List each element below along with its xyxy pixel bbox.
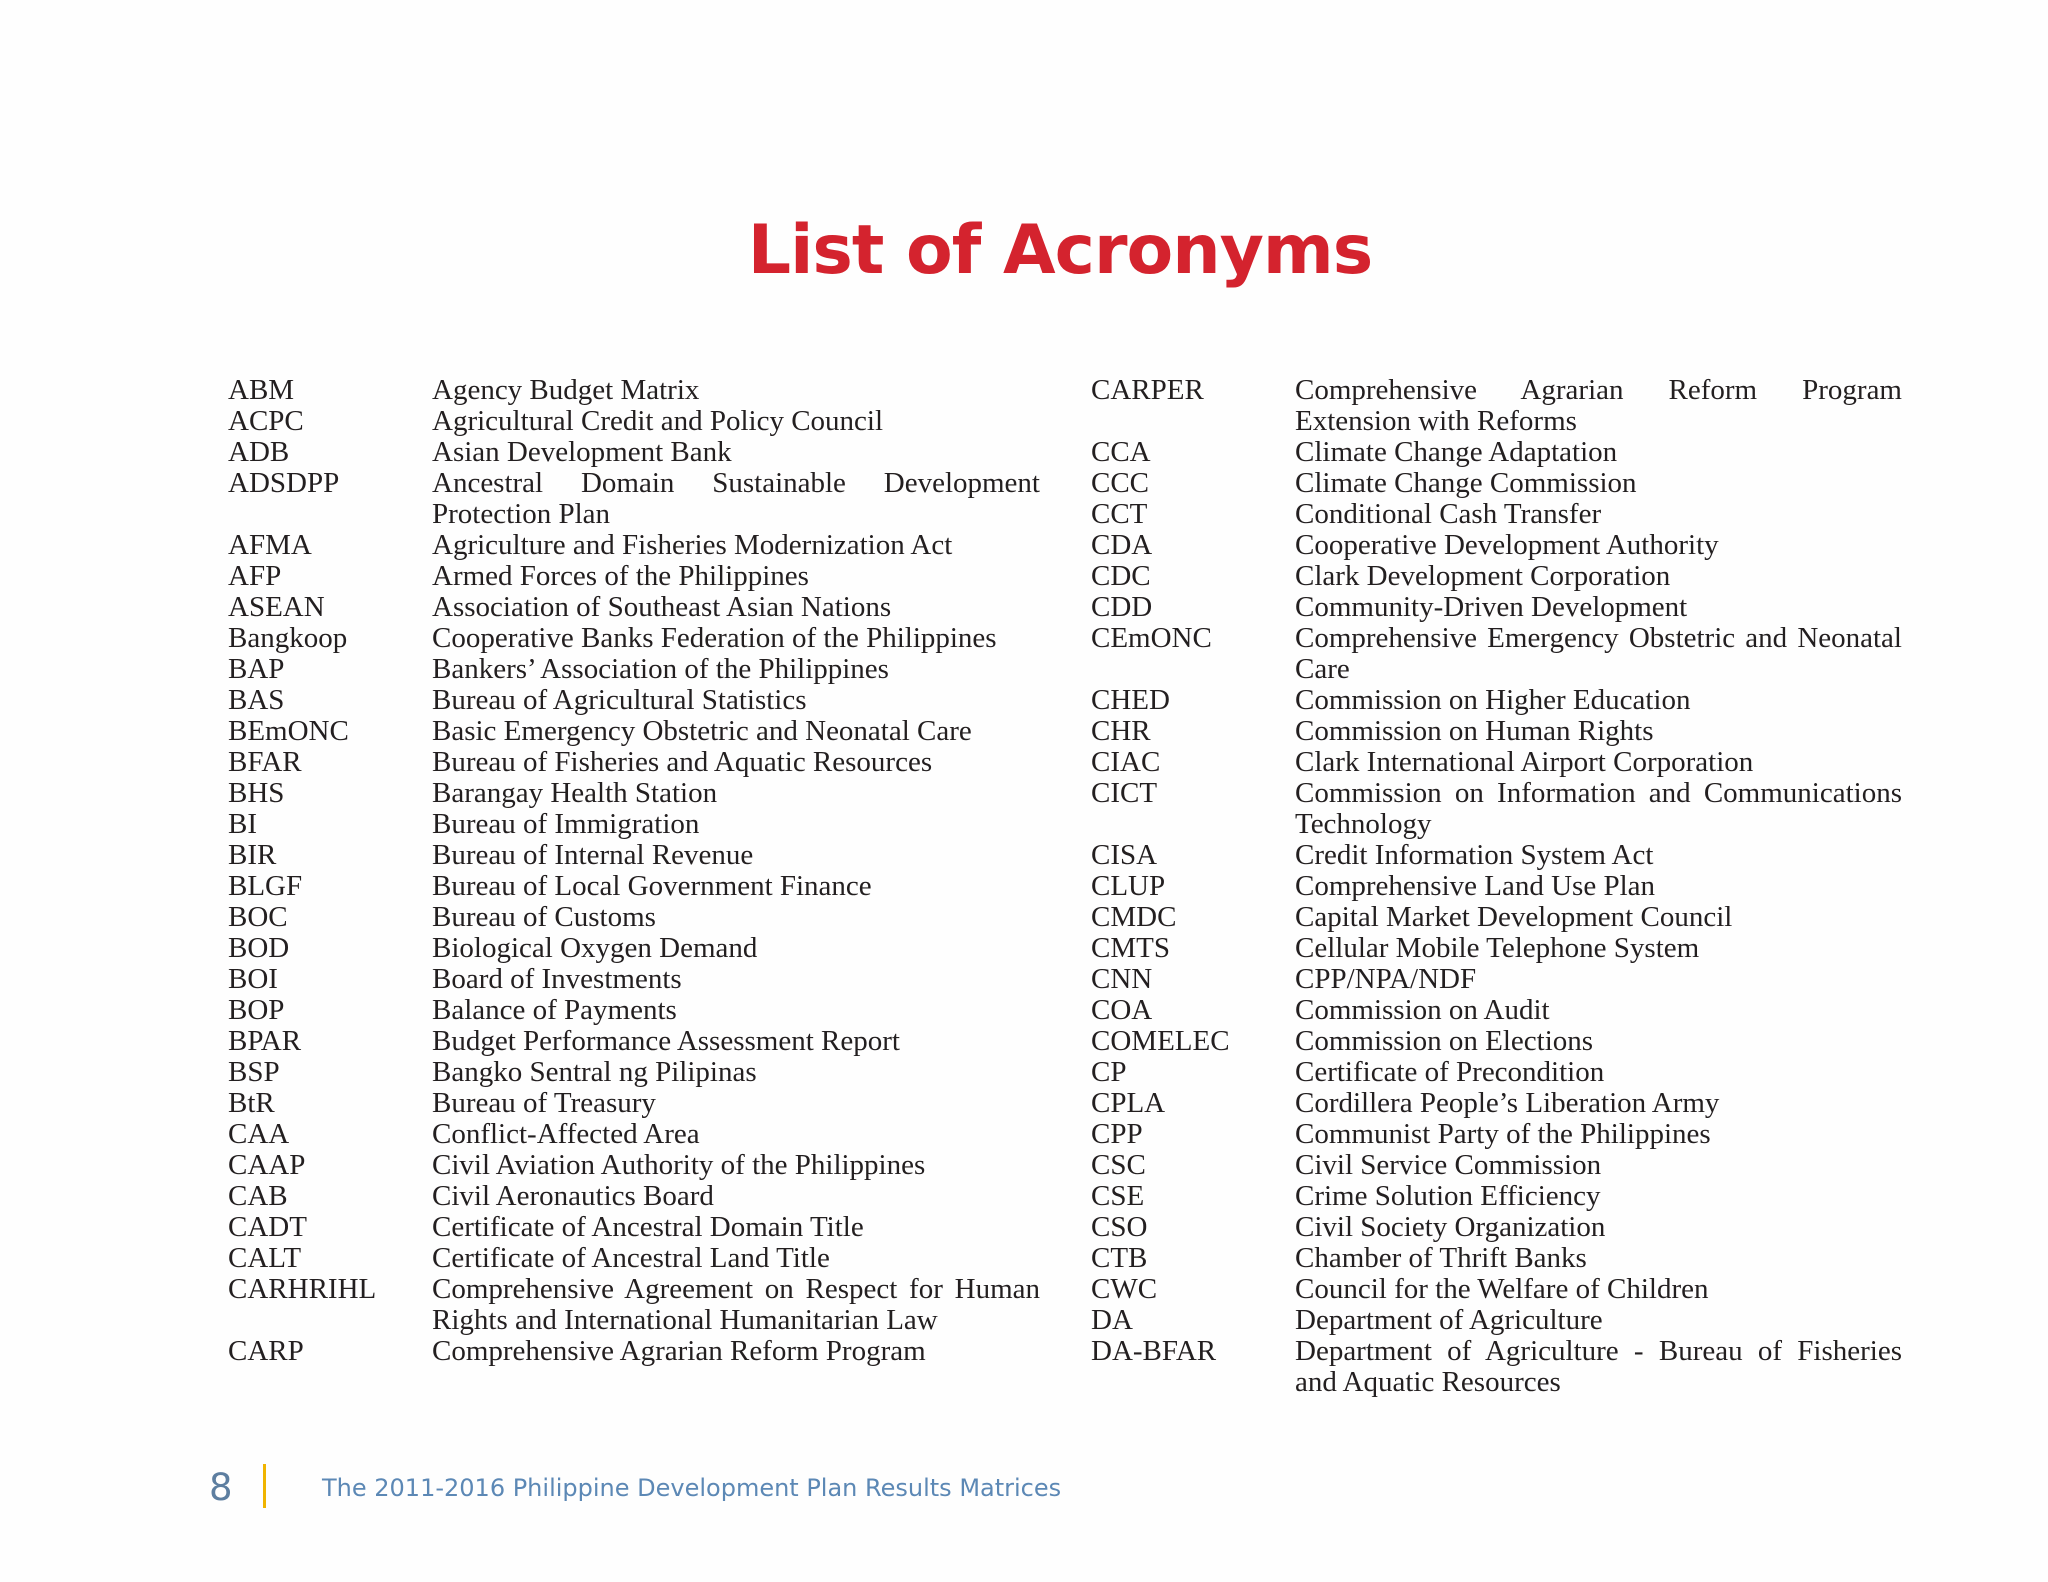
- acronym-entry: [228, 902, 1040, 933]
- acronym-abbreviation: DA: [1091, 1304, 1133, 1336]
- acronym-definition: Chamber of Thrift Banks: [1295, 1242, 1587, 1274]
- acronym-definition: Commission on Higher Education: [1295, 684, 1691, 716]
- acronym-definition: Bureau of Immigration: [432, 808, 700, 840]
- acronym-entry: [1091, 1088, 1902, 1119]
- acronym-definition: Commission on Elections: [1295, 1025, 1594, 1057]
- acronym-entry: [228, 561, 1040, 592]
- acronym-entry: [228, 1274, 1040, 1336]
- acronym-abbreviation: COMELEC: [1091, 1025, 1230, 1057]
- acronym-entry: [228, 840, 1040, 871]
- acronym-definition: Bureau of Agricultural Statistics: [432, 684, 807, 716]
- acronym-abbreviation: ADSDPP: [228, 467, 340, 499]
- acronym-abbreviation: CCC: [1091, 467, 1150, 499]
- acronym-abbreviation: BOC: [228, 901, 288, 933]
- acronym-abbreviation: CPP: [1091, 1118, 1143, 1150]
- acronym-definition: Commission on Human Rights: [1295, 715, 1654, 747]
- acronym-abbreviation: ACPC: [228, 405, 304, 437]
- acronym-definition: Asian Development Bank: [432, 436, 732, 468]
- page-title: List of Acronyms: [747, 211, 1373, 290]
- acronym-entry: [228, 1150, 1040, 1181]
- acronym-abbreviation: CAA: [228, 1118, 290, 1150]
- acronym-definition: Clark International Airport Corporation: [1295, 746, 1754, 778]
- acronym-abbreviation: CEmONC: [1091, 622, 1212, 654]
- acronym-definition: CPP/NPA/NDF: [1295, 963, 1477, 995]
- acronym-abbreviation: CTB: [1091, 1242, 1148, 1274]
- acronym-entry: [1091, 933, 1902, 964]
- page-number: 8: [209, 1466, 233, 1509]
- acronym-abbreviation: CSE: [1091, 1180, 1145, 1212]
- acronym-abbreviation: BOD: [228, 932, 290, 964]
- acronym-definition: Conditional Cash Transfer: [1295, 498, 1602, 530]
- acronym-entry: [228, 1088, 1040, 1119]
- acronym-entry: [228, 654, 1040, 685]
- acronym-entry: [228, 1336, 1040, 1367]
- acronym-definition: Comprehensive Emergency Obstetric and Neonatal Care: [1295, 622, 1902, 685]
- acronym-abbreviation: CP: [1091, 1056, 1127, 1088]
- acronym-definition: Cordillera People’s Liberation Army: [1295, 1087, 1720, 1119]
- acronym-definition: Certificate of Precondition: [1295, 1056, 1605, 1088]
- acronym-abbreviation: BPAR: [228, 1025, 302, 1057]
- acronym-abbreviation: CARPER: [1091, 374, 1204, 406]
- acronym-definition: Certificate of Ancestral Domain Title: [432, 1211, 864, 1243]
- acronym-definition: Crime Solution Efficiency: [1295, 1180, 1601, 1212]
- acronym-entry: [1091, 1212, 1902, 1243]
- acronym-abbreviation: CMTS: [1091, 932, 1170, 964]
- acronym-abbreviation: ASEAN: [228, 591, 325, 623]
- acronym-abbreviation: CIAC: [1091, 746, 1161, 778]
- acronym-entry: [1091, 623, 1902, 685]
- acronym-definition: Biological Oxygen Demand: [432, 932, 758, 964]
- acronym-abbreviation: BOI: [228, 963, 278, 995]
- acronym-definition: Civil Aviation Authority of the Philippines: [432, 1149, 926, 1181]
- acronym-definition: Balance of Payments: [432, 994, 677, 1026]
- acronym-abbreviation: CHR: [1091, 715, 1151, 747]
- acronym-entry: [228, 375, 1040, 406]
- acronym-abbreviation: CDA: [1091, 529, 1153, 561]
- acronym-definition: Department of Agriculture - Bureau of Fisheries and Aquatic Resources: [1295, 1335, 1902, 1398]
- acronym-entry: [1091, 871, 1902, 902]
- acronym-entry: [1091, 995, 1902, 1026]
- acronym-definition: Bureau of Local Government Finance: [432, 870, 872, 902]
- acronym-abbreviation: BAS: [228, 684, 285, 716]
- acronym-definition: Cooperative Banks Federation of the Philippines: [432, 622, 997, 654]
- acronym-abbreviation: BHS: [228, 777, 285, 809]
- acronym-definition: Budget Performance Assessment Report: [432, 1025, 900, 1057]
- acronym-definition: Communist Party of the Philippines: [1295, 1118, 1711, 1150]
- acronym-entry: [228, 809, 1040, 840]
- acronym-abbreviation: CARP: [228, 1335, 304, 1367]
- acronym-abbreviation: CADT: [228, 1211, 307, 1243]
- acronym-abbreviation: CLUP: [1091, 870, 1166, 902]
- acronym-abbreviation: BFAR: [228, 746, 302, 778]
- acronym-abbreviation: COA: [1091, 994, 1153, 1026]
- acronym-abbreviation: BEmONC: [228, 715, 349, 747]
- acronym-definition: Department of Agriculture: [1295, 1304, 1603, 1336]
- acronym-entry: [1091, 561, 1902, 592]
- acronym-definition: Clark Development Corporation: [1295, 560, 1671, 592]
- acronym-abbreviation: BAP: [228, 653, 285, 685]
- acronym-definition: Bureau of Fisheries and Aquatic Resources: [432, 746, 933, 778]
- acronym-entry: [1091, 1274, 1902, 1305]
- acronym-abbreviation: CCA: [1091, 436, 1151, 468]
- acronym-entry: [228, 1181, 1040, 1212]
- acronym-abbreviation: CICT: [1091, 777, 1158, 809]
- acronym-definition: Civil Society Organization: [1295, 1211, 1606, 1243]
- acronym-entry: [228, 592, 1040, 623]
- acronym-definition: Council for the Welfare of Children: [1295, 1273, 1709, 1305]
- acronym-entry: [228, 995, 1040, 1026]
- acronym-entry: [1091, 1150, 1902, 1181]
- acronym-abbreviation: CPLA: [1091, 1087, 1166, 1119]
- acronym-entry: [1091, 1057, 1902, 1088]
- acronym-entry: [1091, 1026, 1902, 1057]
- acronym-definition: Comprehensive Land Use Plan: [1295, 870, 1656, 902]
- acronym-abbreviation: BSP: [228, 1056, 280, 1088]
- acronym-abbreviation: CDC: [1091, 560, 1151, 592]
- acronym-abbreviation: BI: [228, 808, 257, 840]
- publication-title: The 2011-2016 Philippine Development Plan Results Matrices: [322, 1474, 1062, 1502]
- acronym-entry: [1091, 1305, 1902, 1336]
- acronym-abbreviation: CISA: [1091, 839, 1158, 871]
- acronym-entry: [228, 530, 1040, 561]
- acronym-definition: Comprehensive Agreement on Respect for Human Rights and International Humanitarian Law: [432, 1273, 1040, 1336]
- acronym-entry: [228, 1119, 1040, 1150]
- acronym-entry: [1091, 1181, 1902, 1212]
- acronym-definition: Community-Driven Development: [1295, 591, 1688, 623]
- acronym-abbreviation: CSO: [1091, 1211, 1148, 1243]
- acronym-entry: [1091, 437, 1902, 468]
- acronym-entry: [1091, 840, 1902, 871]
- acronym-entry: [228, 964, 1040, 995]
- acronym-entry: [1091, 375, 1902, 437]
- acronym-entry: [228, 1243, 1040, 1274]
- acronym-definition: Barangay Health Station: [432, 777, 718, 809]
- acronym-list-right: [1091, 375, 1902, 1398]
- acronym-entry: [1091, 716, 1902, 747]
- acronym-abbreviation: CHED: [1091, 684, 1170, 716]
- acronym-definition: Civil Service Commission: [1295, 1149, 1602, 1181]
- acronym-definition: Climate Change Adaptation: [1295, 436, 1618, 468]
- acronym-definition: Climate Change Commission: [1295, 467, 1637, 499]
- acronym-definition: Bureau of Internal Revenue: [432, 839, 754, 871]
- acronym-entry: [228, 1026, 1040, 1057]
- acronym-entry: [228, 468, 1040, 530]
- acronym-entry: [1091, 902, 1902, 933]
- acronym-abbreviation: DA-BFAR: [1091, 1335, 1217, 1367]
- acronym-definition: Conflict-Affected Area: [432, 1118, 700, 1150]
- acronym-definition: Credit Information System Act: [1295, 839, 1654, 871]
- acronym-definition: Capital Market Development Council: [1295, 901, 1733, 933]
- acronym-entry: [228, 716, 1040, 747]
- acronym-entry: [1091, 1243, 1902, 1274]
- acronym-entry: [1091, 964, 1902, 995]
- acronym-definition: Commission on Information and Communications Technology: [1295, 777, 1902, 840]
- acronym-abbreviation: CAB: [228, 1180, 288, 1212]
- acronym-definition: Comprehensive Agrarian Reform Program Extension with Reforms: [1295, 374, 1902, 437]
- acronym-abbreviation: CNN: [1091, 963, 1153, 995]
- acronym-entry: [228, 871, 1040, 902]
- acronym-definition: Board of Investments: [432, 963, 682, 995]
- acronym-abbreviation: CWC: [1091, 1273, 1158, 1305]
- acronym-entry: [1091, 499, 1902, 530]
- page-footer: [0, 1464, 1200, 1514]
- acronym-entry: [1091, 592, 1902, 623]
- footer-divider: [263, 1464, 266, 1508]
- acronym-entry: [1091, 685, 1902, 716]
- acronym-definition: Agriculture and Fisheries Modernization Act: [432, 529, 953, 561]
- acronym-abbreviation: BLGF: [228, 870, 303, 902]
- acronym-abbreviation: ABM: [228, 374, 295, 406]
- acronym-definition: Bureau of Treasury: [432, 1087, 656, 1119]
- acronym-entry: [1091, 1119, 1902, 1150]
- acronym-abbreviation: CDD: [1091, 591, 1153, 623]
- acronym-list-left: [228, 375, 1040, 1367]
- acronym-abbreviation: AFMA: [228, 529, 312, 561]
- acronym-abbreviation: AFP: [228, 560, 282, 592]
- acronym-entry: [1091, 747, 1902, 778]
- acronym-entry: [228, 685, 1040, 716]
- acronym-entry: [228, 747, 1040, 778]
- acronym-abbreviation: CALT: [228, 1242, 302, 1274]
- acronym-abbreviation: BtR: [228, 1087, 275, 1119]
- acronym-entry: [228, 778, 1040, 809]
- acronym-entry: [228, 933, 1040, 964]
- acronym-definition: Certificate of Ancestral Land Title: [432, 1242, 830, 1274]
- acronym-entry: [1091, 468, 1902, 499]
- acronym-abbreviation: CCT: [1091, 498, 1148, 530]
- acronym-entry: [228, 1057, 1040, 1088]
- acronym-entry: [228, 437, 1040, 468]
- acronym-definition: Agency Budget Matrix: [432, 374, 700, 406]
- acronym-abbreviation: Bangkoop: [228, 622, 348, 654]
- acronym-definition: Cellular Mobile Telephone System: [1295, 932, 1700, 964]
- acronym-definition: Armed Forces of the Philippines: [432, 560, 809, 592]
- acronym-definition: Commission on Audit: [1295, 994, 1550, 1026]
- acronym-abbreviation: BOP: [228, 994, 285, 1026]
- acronym-abbreviation: CSC: [1091, 1149, 1146, 1181]
- acronym-definition: Ancestral Domain Sustainable Development Protection Plan: [432, 467, 1040, 530]
- acronym-entry: [228, 406, 1040, 437]
- acronym-definition: Bangko Sentral ng Pilipinas: [432, 1056, 757, 1088]
- acronym-definition: Civil Aeronautics Board: [432, 1180, 714, 1212]
- acronym-entry: [1091, 778, 1902, 840]
- acronym-definition: Association of Southeast Asian Nations: [432, 591, 892, 623]
- acronym-definition: Bureau of Customs: [432, 901, 656, 933]
- acronym-entry: [1091, 1336, 1902, 1398]
- acronym-definition: Bankers’ Association of the Philippines: [432, 653, 889, 685]
- acronym-entry: [228, 1212, 1040, 1243]
- acronym-definition: Comprehensive Agrarian Reform Program: [432, 1335, 926, 1367]
- acronym-abbreviation: CMDC: [1091, 901, 1177, 933]
- acronym-definition: Cooperative Development Authority: [1295, 529, 1719, 561]
- acronym-entry: [228, 623, 1040, 654]
- acronym-abbreviation: ADB: [228, 436, 290, 468]
- acronym-entry: [1091, 530, 1902, 561]
- acronym-abbreviation: CARHRIHL: [228, 1273, 377, 1305]
- acronym-definition: Basic Emergency Obstetric and Neonatal Care: [432, 715, 972, 747]
- acronym-definition: Agricultural Credit and Policy Council: [432, 405, 884, 437]
- acronym-abbreviation: CAAP: [228, 1149, 306, 1181]
- acronym-abbreviation: BIR: [228, 839, 277, 871]
